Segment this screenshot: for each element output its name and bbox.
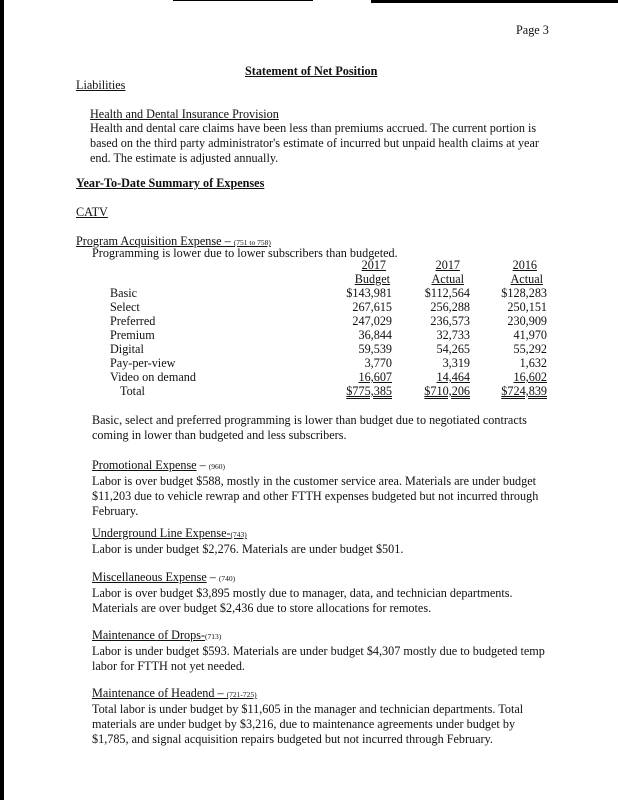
- text-line: Labor is over budget $588, mostly in the customer service area. Materials are under budget: [92, 474, 537, 488]
- section-heading: [92, 628, 562, 644]
- text-line: materials are under budget by $3,216, due to maintenance agreements under budget by: [92, 717, 516, 731]
- heading-text: Promotional Expense: [92, 458, 197, 472]
- text-line: Basic, select and preferred programming is lower than budget due to negotiated contracts: [92, 413, 527, 427]
- table-row: [110, 314, 547, 328]
- promotional-expense-section: [92, 458, 562, 519]
- section-heading: [92, 570, 562, 586]
- programming-table: [110, 258, 547, 398]
- cell-actual-2017: 236,573: [430, 314, 470, 328]
- text-line: Materials are over budget $2,436 due to store allocations for remotes.: [92, 601, 432, 615]
- column-year: 2017: [361, 258, 386, 272]
- table-total-row: [110, 384, 547, 398]
- row-label: Basic: [110, 286, 138, 300]
- table-row: [110, 300, 547, 314]
- page-number: Page 3: [516, 23, 549, 37]
- catv-heading: CATV: [76, 205, 108, 219]
- cell-budget-2017: 247,029: [352, 314, 392, 328]
- maintenance-of-drops-section: [92, 628, 562, 674]
- health-dental-paragraph: [90, 121, 570, 166]
- column-label: Actual: [431, 272, 464, 286]
- row-label: Digital: [110, 342, 144, 356]
- text-line: coming in lower than budgeted and less subscribers.: [92, 428, 347, 442]
- section-heading: [92, 526, 562, 542]
- cell-actual-2016: 250,151: [507, 300, 547, 314]
- row-label: Pay-per-view: [110, 356, 176, 370]
- heading-text: Miscellaneous Expense: [92, 570, 207, 584]
- cell-actual-2017: 54,265: [436, 342, 470, 356]
- column-label: Actual: [510, 272, 543, 286]
- account-code: (743): [230, 530, 247, 539]
- miscellaneous-expense-section: [92, 570, 562, 616]
- column-label: Budget: [354, 272, 390, 286]
- programming-note: [92, 413, 562, 443]
- underground-line-expense-section: [92, 526, 562, 557]
- text-line: $1,785, and signal acquisition repairs budgeted but not incurred through February.: [92, 732, 493, 746]
- table-row: [110, 328, 547, 342]
- section-heading: Program Acquisition Expense –: [76, 234, 234, 248]
- table-row: [110, 286, 547, 300]
- text-line: Total labor is under budget by $11,605 in the manager and technician departments. Total: [92, 702, 524, 716]
- heading-text: Maintenance of Headend: [92, 686, 215, 700]
- scan-top-bar: [371, 0, 618, 3]
- cell-budget-2017: 16,607: [358, 370, 392, 384]
- text-line: labor for FTTH not yet needed.: [92, 659, 245, 673]
- separator: –: [214, 686, 227, 700]
- text-line: $11,203 due to vehicle rewrap and other FTTH expenses budgeted but not incurred through: [92, 489, 539, 503]
- cell-budget-2017: $143,981: [346, 286, 392, 300]
- text-line: based on the third party administrator's estimate of incurred but unpaid health claims at year: [90, 136, 539, 150]
- table-header-label-row: [110, 272, 547, 286]
- program-acquisition-intro: Programming is lower due to lower subscribers than budgeted.: [92, 246, 398, 260]
- section-heading: [92, 458, 562, 474]
- cell-budget-2017: 267,615: [352, 300, 392, 314]
- scan-left-border: [0, 0, 4, 800]
- page-title: Statement of Net Position: [245, 64, 378, 78]
- cell-actual-2017: 32,733: [436, 328, 470, 342]
- cell-budget-2017: 59,539: [358, 342, 392, 356]
- column-year: 2016: [512, 258, 537, 272]
- total-label: Total: [120, 384, 145, 398]
- health-dental-subheading: Health and Dental Insurance Provision: [90, 107, 279, 121]
- row-label: Premium: [110, 328, 155, 342]
- section-heading: [92, 686, 572, 702]
- account-code: (960): [208, 462, 226, 471]
- table-row: [110, 370, 547, 384]
- cell-actual-2016: $128,283: [501, 286, 547, 300]
- text-line: end. The estimate is adjusted annually.: [90, 151, 279, 165]
- cell-actual-2016: 230,909: [507, 314, 547, 328]
- account-code: (721-725): [226, 690, 257, 699]
- text-line: Health and dental care claims have been less than premiums accrued. The current portion is: [90, 121, 537, 135]
- total-budget-2017: $775,385: [346, 384, 392, 398]
- cell-actual-2017: 14,464: [436, 370, 470, 384]
- cell-budget-2017: 36,844: [358, 328, 392, 342]
- text-line: Labor is under budget $2,276. Materials are under budget $501.: [92, 542, 404, 556]
- ytd-summary-heading: Year-To-Date Summary of Expenses: [76, 176, 265, 190]
- text-line: Labor is under budget $593. Materials are under budget $4,307 mostly due to budgeted temp: [92, 644, 545, 658]
- cell-actual-2016: 16,602: [513, 370, 547, 384]
- total-actual-2017: $710,206: [424, 384, 470, 398]
- account-code: (751 to 758): [233, 238, 271, 247]
- heading-text: Maintenance of Drops-: [92, 628, 206, 642]
- heading-text: Underground Line Expense-: [92, 526, 231, 540]
- text-line: February.: [92, 504, 139, 518]
- cell-actual-2017: 256,288: [430, 300, 470, 314]
- table-header-year-row: [110, 258, 547, 272]
- cell-actual-2017: $112,564: [424, 286, 470, 300]
- row-label: Preferred: [110, 314, 156, 328]
- separator: –: [196, 458, 209, 472]
- text-line: Labor is over budget $3,895 mostly due to manager, data, and technician departments.: [92, 586, 513, 600]
- cell-actual-2016: 41,970: [513, 328, 547, 342]
- account-code: (740): [218, 574, 236, 583]
- column-year: 2017: [435, 258, 460, 272]
- table-row: [110, 342, 547, 356]
- total-actual-2016: $724,839: [501, 384, 547, 398]
- liabilities-heading: Liabilities: [76, 78, 126, 92]
- cell-budget-2017: 3,770: [364, 356, 392, 370]
- scan-top-line: [173, 0, 313, 1]
- table-row: [110, 356, 547, 370]
- separator: –: [206, 570, 219, 584]
- account-code: (713): [205, 632, 222, 641]
- cell-actual-2016: 55,292: [513, 342, 547, 356]
- row-label: Select: [110, 300, 140, 314]
- maintenance-of-headend-section: [92, 686, 572, 747]
- cell-actual-2017: 3,319: [442, 356, 470, 370]
- row-label: Video on demand: [110, 370, 196, 384]
- cell-actual-2016: 1,632: [519, 356, 547, 370]
